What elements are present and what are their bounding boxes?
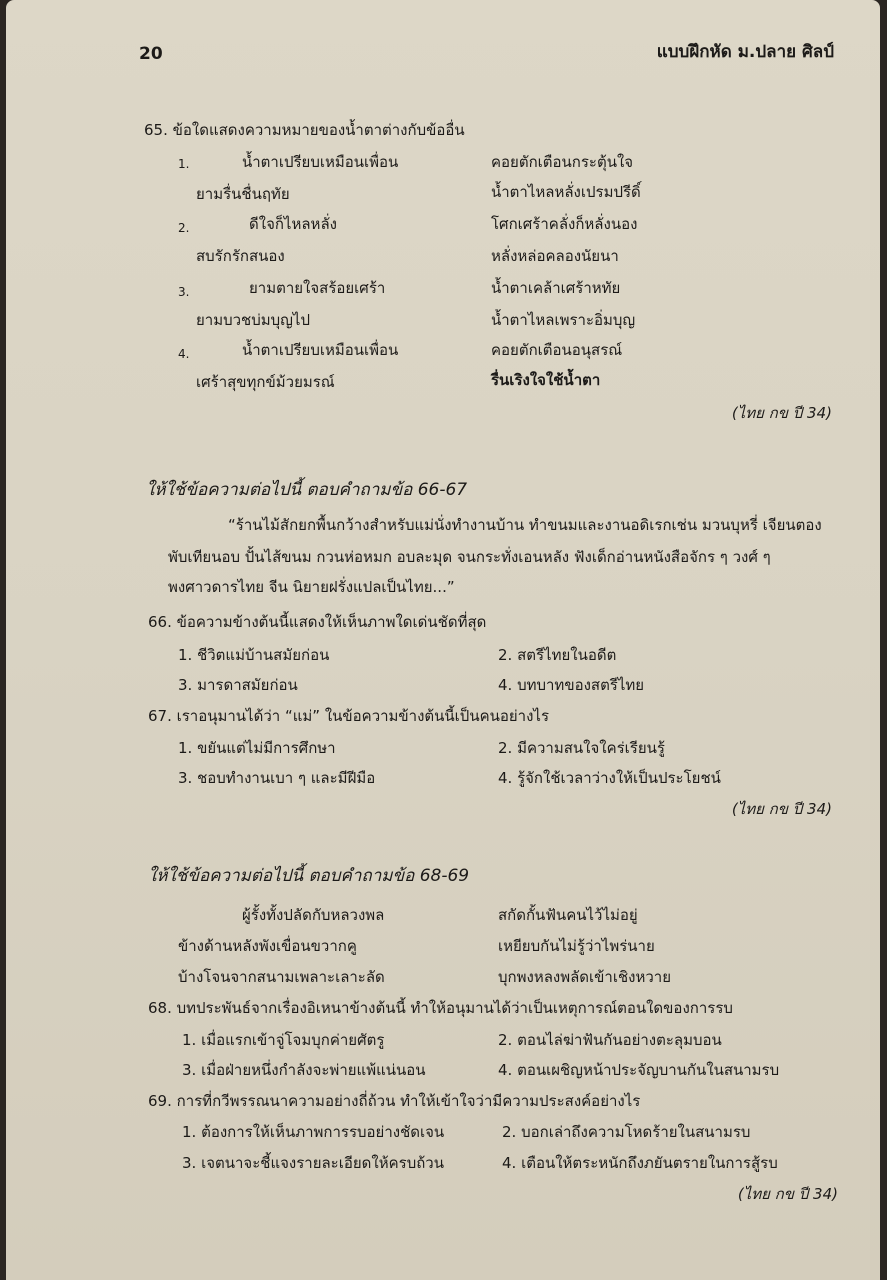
option: 3. เมื่อฝ่ายหนึ่งกำลังจะพ่ายแพ้แน่นอน	[182, 1061, 426, 1079]
passage-line: พงศาวดารไทย จีน นิยายฝรั่งแปลเป็นไทย...”	[168, 578, 455, 596]
question-68: 68. บทประพันธ์จากเรื่องอิเหนาข้างต้นนี้ ทำให้อนุมานได้ว่าเป็นเหตุการณ์ตอนใดของการรบ	[148, 999, 733, 1017]
verse-line: ยามบวชบ่มบุญไป	[196, 311, 311, 329]
question-65: 65. ข้อใดแสดงความหมายของน้ำตาต่างกับข้ออื่น	[144, 121, 465, 139]
option: 3. ชอบทำงานเบา ๆ และมีฝีมือ	[178, 769, 376, 787]
verse-line: ยามตายใจสร้อยเศร้า	[249, 279, 386, 297]
verse-line: คอยตักเตือนอนุสรณ์	[491, 341, 623, 359]
option-number: 2.	[178, 221, 190, 235]
verse-line: บุกพงหลงพลัดเข้าเชิงหวาย	[498, 968, 671, 986]
verse-line: ดีใจก็ไหลหลั่ง	[249, 215, 337, 233]
option: 1. ขยันแต่ไม่มีการศึกษา	[178, 739, 336, 757]
option: 2. บอกเล่าถึงความโหดร้ายในสนามรบ	[502, 1123, 751, 1141]
verse-line: น้ำตาไหลหลั่งเปรมปรีดิ์	[491, 183, 641, 201]
section-heading: ให้ใช้ข้อความต่อไปนี้ ตอบคำถามข้อ 66-67	[146, 480, 468, 500]
option: 1. ชีวิตแม่บ้านสมัยก่อน	[178, 646, 330, 664]
question-69: 69. การที่กวีพรรณนาความอย่างถี่ถ้วน ทำให้เข้าใจว่ามีความประสงค์อย่างไร	[148, 1092, 641, 1110]
option: 4. รู้จักใช้เวลาว่างให้เป็นประโยชน์	[498, 769, 721, 787]
option: 4. บทบาทของสตรีไทย	[498, 676, 645, 694]
verse-line: น้ำตาเปรียบเหมือนเพื่อน	[242, 341, 399, 359]
verse-line: น้ำตาไหลเพราะอิ่มบุญ	[491, 311, 636, 329]
question-66: 66. ข้อความข้างต้นนี้แสดงให้เห็นภาพใดเด่นชัดที่สุด	[148, 613, 487, 631]
source-note: (ไทย กข ปี 34)	[731, 800, 832, 818]
verse-line: ผู้รั้งทั้งปลัดกับหลวงพล	[242, 906, 385, 924]
verse-line: โศกเศร้าคลั่งก็หลั่งนอง	[491, 215, 638, 233]
option-number: 4.	[178, 347, 190, 361]
question-67: 67. เราอนุมานได้ว่า “แม่” ในข้อความข้างต้นนี้เป็นคนอย่างไร	[148, 707, 550, 725]
verse-line: สกัดกั้นฟันคนไว้ไม่อยู่	[498, 906, 638, 924]
option: 2. สตรีไทยในอดีต	[498, 646, 617, 664]
source-note: (ไทย กข ปี 34)	[731, 404, 832, 422]
option: 1. ต้องการให้เห็นภาพการรบอย่างชัดเจน	[182, 1123, 445, 1141]
option: 4. เตือนให้ตระหนักถึงภยันตรายในการสู้รบ	[502, 1154, 778, 1172]
verse-line: ข้างด้านหลังพังเขื่อนขวากคู	[178, 937, 357, 955]
option: 4. ตอนเผชิญหน้าประจัญบานกันในสนามรบ	[498, 1061, 780, 1079]
option-number: 1.	[178, 157, 190, 171]
book-title: แบบฝึกหัด ม.ปลาย ศิลป์	[656, 42, 834, 62]
option: 2. ตอนไล่ฆ่าฟันกันอย่างตะลุมบอน	[498, 1031, 722, 1049]
verse-line: หลั่งหล่อคลองนัยนา	[491, 247, 619, 265]
page-number: 20	[139, 44, 163, 64]
source-note: (ไทย กข ปี 34)	[737, 1185, 838, 1203]
verse-line: ยามรื่นชื่นฤทัย	[196, 185, 290, 203]
passage-line: “ร้านไม้สักยกพื้นกว้างสำหรับแม่นั่งทำงานบ้าน ทำขนมและงานอดิเรกเช่น มวนบุหรี่ เจียนตอง	[228, 516, 822, 534]
section-heading: ให้ใช้ข้อความต่อไปนี้ ตอบคำถามข้อ 68-69	[148, 866, 470, 886]
verse-line: เหยียบกันไม่รู้ว่าไพร่นาย	[498, 937, 655, 955]
option: 1. เมื่อแรกเข้าจู่โจมบุกค่ายศัตรู	[182, 1031, 385, 1049]
option: 3. เจตนาจะชี้แจงรายละเอียดให้ครบถ้วน	[182, 1154, 444, 1172]
verse-line: บ้างโจนจากสนามเพลาะเลาะลัด	[178, 968, 385, 986]
verse-line: น้ำตาเคล้าเศร้าหทัย	[491, 279, 621, 297]
verse-line: เศร้าสุขทุกข์ม้วยมรณ์	[196, 373, 335, 391]
option: 3. มารดาสมัยก่อน	[178, 676, 298, 694]
passage-line: พับเทียนอบ ปั้นไส้ขนม กวนห่อหมก อบละมุด จนกระทั่งเอนหลัง ฟังเด็กอ่านหนังสือจักร ๆ วงศ์ ๆ	[168, 548, 771, 566]
verse-line: สบรักรักสนอง	[196, 247, 285, 265]
option: 2. มีความสนใจใคร่เรียนรู้	[498, 739, 665, 757]
verse-line: คอยตักเตือนกระตุ้นใจ	[491, 153, 634, 171]
verse-line: น้ำตาเปรียบเหมือนเพื่อน	[242, 153, 399, 171]
option-number: 3.	[178, 285, 190, 299]
book-page	[6, 0, 880, 1280]
verse-line: รื่นเริงใจใช้น้ำตา	[491, 371, 601, 389]
